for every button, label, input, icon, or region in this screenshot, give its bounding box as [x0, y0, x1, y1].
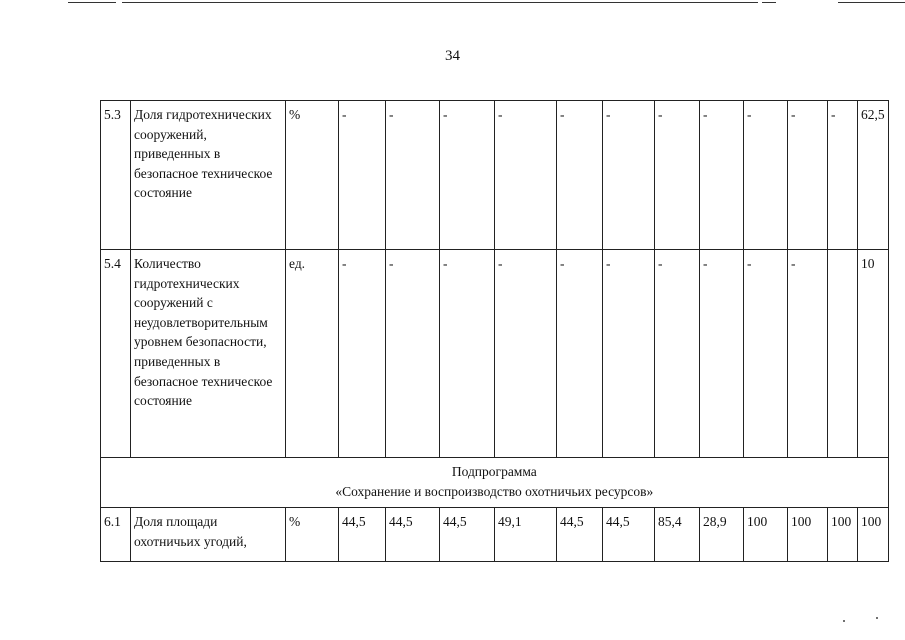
subprogram-row	[101, 458, 889, 508]
value-cell: -	[788, 250, 828, 458]
subprogram-name: «Сохранение и воспроизводство охотничьих ресурсов»	[335, 483, 654, 499]
indicator-name: Доля площади охотничьих угодий,	[131, 508, 286, 562]
row-number: 5.3	[101, 101, 131, 250]
value-cell: -	[386, 101, 440, 250]
value-cell: 28,9	[700, 508, 744, 562]
value-cell: 100	[828, 508, 858, 562]
value-cell: -	[655, 101, 700, 250]
value-cell: 100	[858, 508, 889, 562]
value-cell: -	[603, 250, 655, 458]
subprogram-heading	[101, 458, 889, 508]
value-cell: 62,5	[858, 101, 889, 250]
value-cell: -	[828, 101, 858, 250]
value-cell: -	[440, 101, 495, 250]
header-rule-short	[762, 2, 776, 3]
value-cell: 44,5	[386, 508, 440, 562]
value-cell: -	[339, 101, 386, 250]
value-cell	[828, 250, 858, 458]
unit-cell: %	[286, 508, 339, 562]
value-cell: -	[386, 250, 440, 458]
row-number: 5.4	[101, 250, 131, 458]
value-cell: -	[557, 250, 603, 458]
value-cell: 100	[744, 508, 788, 562]
value-cell: -	[788, 101, 828, 250]
value-cell: -	[700, 250, 744, 458]
value-cell: 100	[788, 508, 828, 562]
table-row	[101, 508, 889, 562]
value-cell: -	[700, 101, 744, 250]
header-rule-left	[68, 2, 116, 3]
indicator-table	[100, 100, 889, 562]
value-cell: -	[744, 250, 788, 458]
value-cell: -	[655, 250, 700, 458]
unit-cell: ед.	[286, 250, 339, 458]
unit-cell: %	[286, 101, 339, 250]
value-cell: 10	[858, 250, 889, 458]
table-row	[101, 101, 889, 250]
subprogram-title: Подпрограмма	[451, 464, 537, 479]
value-cell: -	[603, 101, 655, 250]
value-cell: -	[557, 101, 603, 250]
page-number: 34	[445, 48, 460, 64]
value-cell: 44,5	[440, 508, 495, 562]
indicator-name: Количество гидротехнических сооружений с неудовлетворительным уровнем безопасности, приведенных в безопасное техническое состояние	[131, 250, 286, 458]
value-cell: -	[339, 250, 386, 458]
row-number: 6.1	[101, 508, 131, 562]
table-row	[101, 250, 889, 458]
value-cell: -	[440, 250, 495, 458]
scan-speck	[843, 620, 845, 622]
value-cell: 44,5	[557, 508, 603, 562]
value-cell: 44,5	[603, 508, 655, 562]
indicator-name: Доля гидротехнических сооружений, приведенных в безопасное техническое состояние	[131, 101, 286, 250]
header-rule-right	[838, 2, 905, 3]
value-cell: 85,4	[655, 508, 700, 562]
value-cell: -	[495, 101, 557, 250]
header-rule-main	[122, 2, 758, 3]
value-cell: 49,1	[495, 508, 557, 562]
scan-speck	[876, 617, 878, 619]
value-cell: 44,5	[339, 508, 386, 562]
value-cell: -	[495, 250, 557, 458]
value-cell: -	[744, 101, 788, 250]
